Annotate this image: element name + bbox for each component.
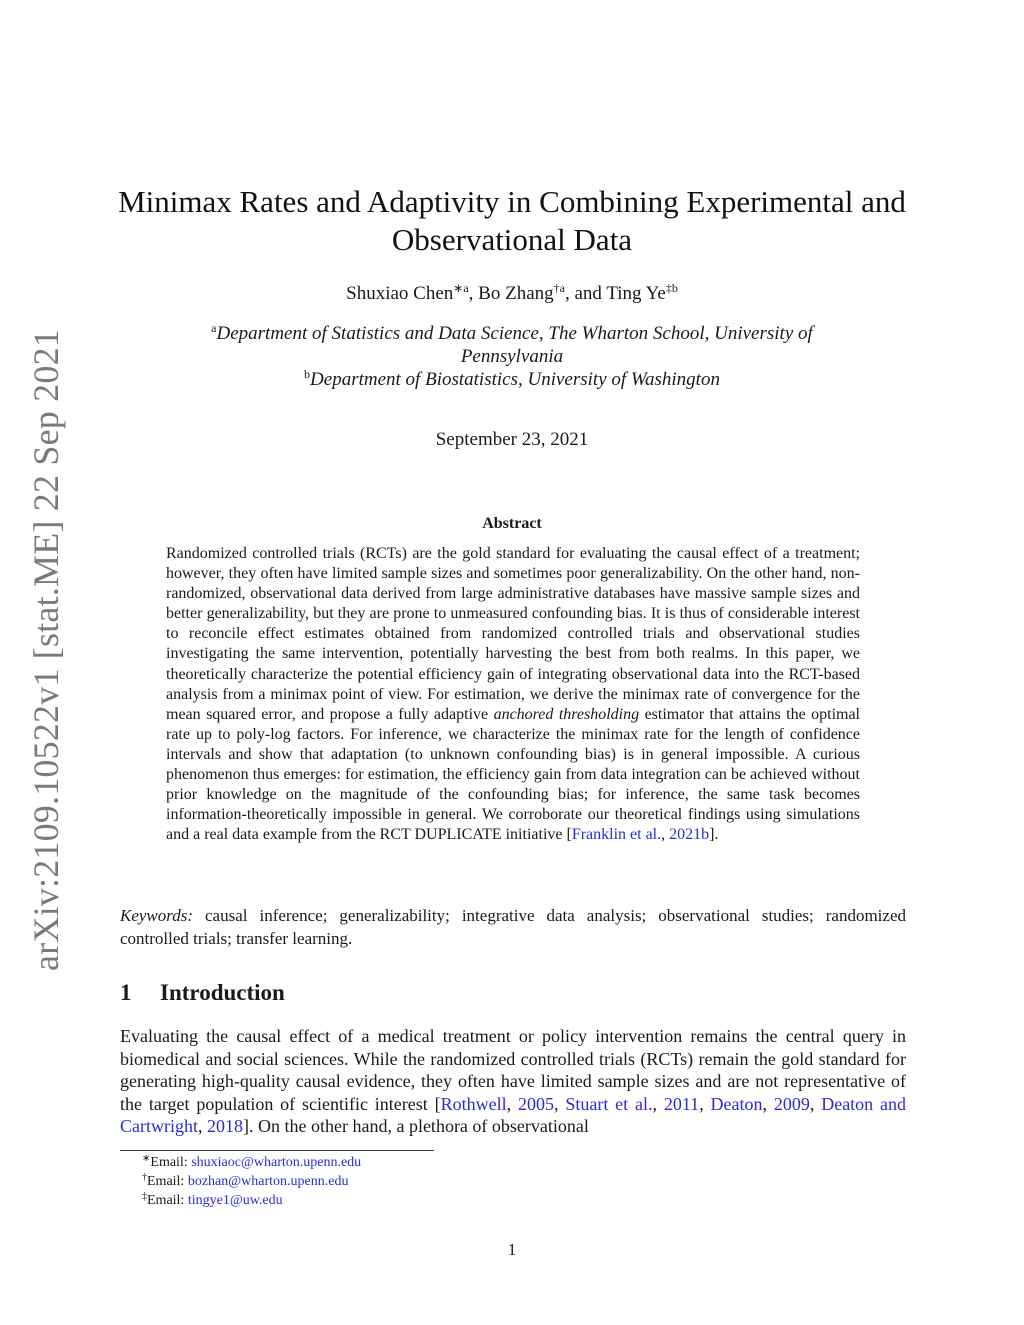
paper-date: September 23, 2021 (435, 429, 589, 450)
author-2-name: Bo Zhang (478, 283, 554, 304)
footnote-2-mark: † (142, 1172, 147, 1183)
abstract-body (166, 544, 860, 845)
abstract-text-3: ]. (709, 826, 719, 844)
keywords-text: causal inference; generalizability; integrative data analysis; observational studies; randomized controlled trials; transfer learning. (120, 906, 906, 948)
citation-franklin-year-link[interactable]: 2021b (669, 826, 710, 844)
citation-rothwell-year-link[interactable]: 2005 (517, 1093, 554, 1114)
keywords (120, 904, 906, 950)
footnotes (120, 1153, 620, 1210)
affiliation-a-mark: a (211, 321, 217, 335)
footnote-1-mark: ∗ (142, 1153, 151, 1164)
footnote-1-label: Email: (150, 1155, 188, 1170)
citation-separator: , (506, 1093, 518, 1114)
footnote-3-label: Email: (147, 1193, 185, 1208)
paper-title (110, 183, 914, 259)
page-number: 1 (507, 1240, 517, 1259)
author-2-mark: †a (553, 281, 565, 295)
intro-paragraph (120, 1025, 906, 1138)
citation-franklin-author-link[interactable]: Franklin et al. (571, 826, 662, 844)
author-list: Shuxiao Chen$^{∗a}$, Bo Zhang$^{\dagger a}$, and Ting Ye$^{\ddagger b}$ (346, 281, 678, 304)
author-3-mark: ‡b (665, 281, 678, 295)
intro-text-1: Evaluating the causal effect of a medical treatment or policy intervention remains the central query in biomedical and social sciences. While the randomized controlled trials (RCTs) remain the gold standard for generating high-quality causal evidence, they often have limited sample sizes and are not representative of the target population of scientific interest [ (120, 1026, 906, 1114)
section-title: Introduction (160, 980, 285, 1005)
footnote-1 (120, 1153, 620, 1172)
affiliation-a-line-1: Department of Statistics and Data Science, The Wharton School, University of (216, 323, 813, 344)
abstract-emphasis: anchored thresholding (493, 705, 640, 723)
abstract-heading: Abstract (482, 515, 542, 532)
citation-separator: , (553, 1093, 566, 1114)
citation-separator: , (198, 1116, 207, 1137)
citation-rothwell-link[interactable]: Rothwell (440, 1093, 507, 1114)
affiliation-a (150, 322, 874, 345)
footnote-2 (120, 1172, 620, 1191)
abstract-text-2: estimator that attains the optimal rate up to poly-log factors. For inference, we characterize the minimax rate for the length of confidence intervals and show that adaptation (to unknown confounding bias) is in general impossible. A curious phenomenon thus emerges: for estimation, the efficiency gain from data integration can be achieved without prior knowledge on the magnitude of the confounding bias; for inference, the same task becomes information-theoretically impossible in general. We corroborate our theoretical findings using simulations and a real data example from the RCT DUPLICATE initiative [ (166, 705, 861, 844)
keywords-label: Keywords: (120, 906, 194, 925)
author-1-mark: ∗a (453, 281, 469, 295)
citation-separator: , (652, 1093, 664, 1114)
citation-separator: , (762, 1093, 774, 1114)
citation-separator: , (699, 1093, 711, 1114)
citation-deaton-year-link[interactable]: 2009 (773, 1093, 810, 1114)
affiliations (150, 322, 874, 391)
title-line-1: Minimax Rates and Adaptivity in Combining Experimental and (118, 184, 906, 219)
footnote-1-email-link[interactable]: shuxiaoc@wharton.upenn.edu (191, 1155, 362, 1170)
section-number: 1 (120, 980, 132, 1005)
citation-stuart-link[interactable]: Stuart et al. (565, 1093, 653, 1114)
footnote-2-label: Email: (147, 1174, 185, 1189)
section-heading (120, 980, 285, 1006)
title-line-2: Observational Data (391, 222, 633, 257)
citation-deaton-cartwright-link[interactable]: Deaton and Cartwright (120, 1093, 907, 1137)
footnote-3 (120, 1191, 620, 1210)
abstract-text-1: Randomized controlled trials (RCTs) are the gold standard for evaluating the causal effect of a treatment; however, they often have limited sample sizes and sometimes poor generalizability. On the other hand, non-randomized, observational data derived from large administrative databases have massive sample sizes and better generalizability, but they are prone to unmeasured confounding bias. It is thus of considerable interest to reconcile effect estimates obtained from randomized controlled trials and observational studies investigating the same intervention, potentially harvesting the best from both realms. In this paper, we theoretically characterize the potential efficiency gain of integrating observational data into the RCT-based analysis from a minimax point of view. For estimation, we derive the minimax rate of convergence for the mean squared error, and propose a fully adaptive (166, 545, 860, 723)
citation-stuart-year-link[interactable]: 2011 (663, 1093, 700, 1114)
affiliation-b (150, 368, 874, 391)
citation-separator: , (809, 1093, 822, 1114)
footnote-3-mark: ‡ (142, 1191, 147, 1202)
footnote-divider (120, 1150, 434, 1151)
citation-separator: , (661, 826, 670, 844)
footnote-2-email-link[interactable]: bozhan@wharton.upenn.edu (187, 1174, 349, 1189)
affiliation-b-text: Department of Biostatistics, University of Washington (310, 369, 720, 390)
intro-text-2: ]. On the other hand, a plethora of observational (243, 1116, 589, 1137)
author-3-name: Ting Ye (606, 283, 666, 304)
citation-deaton-link[interactable]: Deaton (710, 1093, 763, 1114)
affiliation-b-mark: b (304, 367, 311, 381)
author-and: and (574, 283, 602, 304)
affiliation-a-line-2: Pennsylvania (460, 346, 564, 367)
citation-deaton-cartwright-year-link[interactable]: 2018 (207, 1116, 243, 1137)
author-1-name: Shuxiao Chen (346, 283, 454, 304)
footnote-3-email-link[interactable]: tingye1@uw.edu (187, 1193, 283, 1208)
arxiv-stamp: arXiv:2109.10522v1 [stat.ME] 22 Sep 2021 (26, 329, 66, 971)
